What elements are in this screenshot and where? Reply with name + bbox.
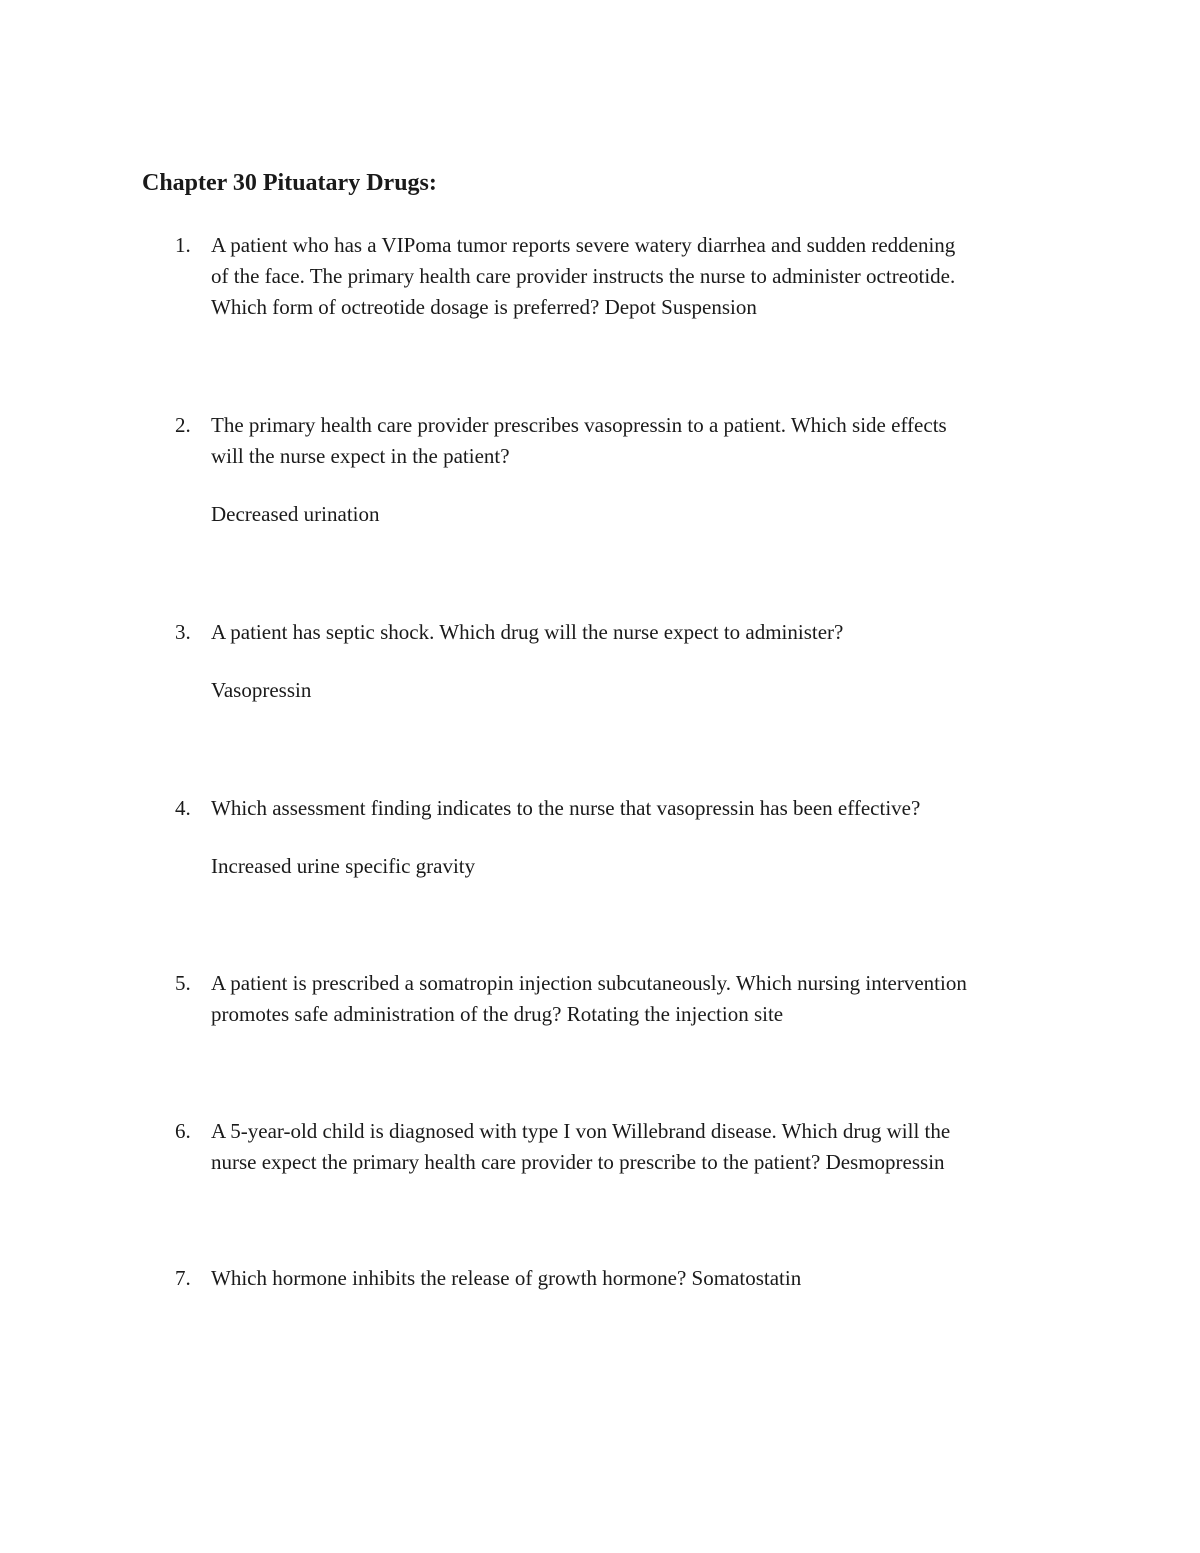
question-number: 1. (175, 233, 191, 257)
page-title: Chapter 30 Pituatary Drugs: (142, 170, 437, 196)
question-text-line: A patient is prescribed a somatropin injection subcutaneously. Which nursing intervention (211, 971, 967, 995)
question-body (211, 1116, 1071, 1178)
question-number: 3. (175, 620, 191, 644)
question-body (211, 410, 1071, 530)
question-text-line: promotes safe administration of the drug? Rotating the injection site (211, 1002, 784, 1026)
question-number: 5. (175, 971, 191, 995)
question-text-line: of the face. The primary health care provider instructs the nurse to administer octreotide. (211, 264, 956, 288)
question-text-line: Which assessment finding indicates to the nurse that vasopressin has been effective? (211, 796, 921, 820)
question-number: 2. (175, 413, 191, 437)
question-number: 6. (175, 1119, 191, 1143)
question-body (211, 968, 1071, 1030)
answer-text: Decreased urination (211, 502, 380, 526)
question-text-line: A patient who has a VIPoma tumor reports severe watery diarrhea and sudden reddening (211, 233, 956, 257)
question-number: 7. (175, 1266, 191, 1290)
question-text-line: A patient has septic shock. Which drug will the nurse expect to administer? (211, 620, 844, 644)
question-text-line: Which hormone inhibits the release of growth hormone? Somatostatin (211, 1266, 802, 1290)
answer-text: Increased urine specific gravity (211, 854, 476, 878)
question-body (211, 1263, 1071, 1294)
question-text-line: will the nurse expect in the patient? (211, 444, 510, 468)
question-text-line: A 5-year-old child is diagnosed with type I von Willebrand disease. Which drug will the (211, 1119, 951, 1143)
question-body (211, 230, 1071, 323)
question-number: 4. (175, 796, 191, 820)
answer-text: Vasopressin (211, 678, 312, 702)
question-text-line: nurse expect the primary health care provider to prescribe to the patient? Desmopressin (211, 1150, 945, 1174)
question-text-line: Which form of octreotide dosage is preferred? Depot Suspension (211, 295, 757, 319)
question-body (211, 617, 1071, 706)
question-body (211, 793, 1071, 882)
question-text-line: The primary health care provider prescribes vasopressin to a patient. Which side effects (211, 413, 947, 437)
